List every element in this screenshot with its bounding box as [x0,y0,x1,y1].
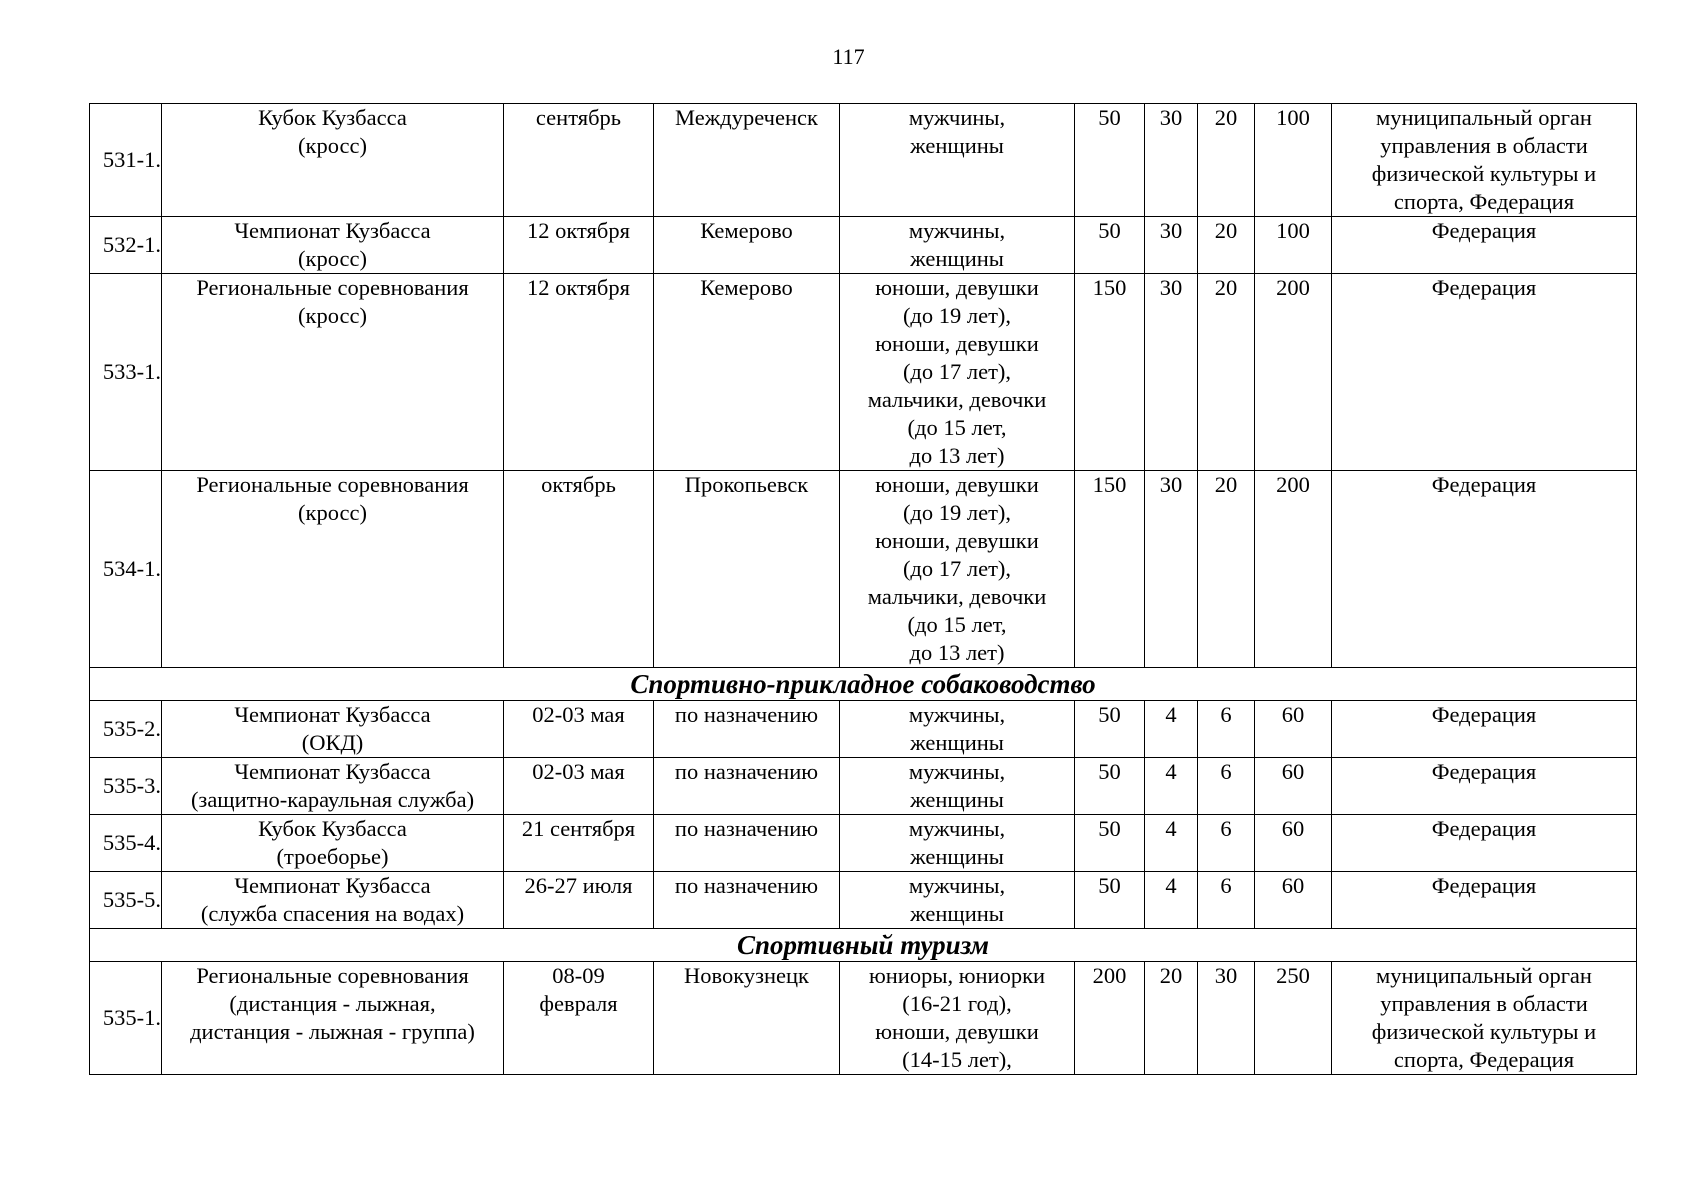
event-date-line: 12 октября [527,275,630,300]
participants-cell [840,104,1075,217]
table-row [90,701,1637,758]
event-date-cell [504,471,654,668]
section-row [90,929,1637,962]
event-date-line: 12 октября [527,218,630,243]
row-number-cell: 535-4. [90,815,162,872]
total-cell: 250 [1255,962,1332,1075]
organizer-line: Федерация [1431,702,1537,727]
participants-line: мальчики, девочки [867,387,1047,412]
organizer-line: управления в области [1380,991,1588,1016]
event-date-cell [504,758,654,815]
event-date-line: 08-09 [552,963,605,988]
total-cell: 60 [1255,758,1332,815]
participants-line: мужчины, [908,816,1006,841]
table-row [90,217,1637,274]
participants-line: (до 19 лет), [902,303,1012,328]
participants-line: юноши, девушки [875,1019,1039,1044]
event-place-cell [654,217,840,274]
participants-line: юниоры, юниорки [868,963,1046,988]
event-name-cell [162,815,504,872]
event-place-cell [654,815,840,872]
event-date-line: 26-27 июля [524,873,633,898]
event-date-cell [504,104,654,217]
participants-line: (до 19 лет), [902,500,1012,525]
row-number-cell: 535-2. [90,701,162,758]
page-number: 117 [832,44,865,69]
organizer-cell [1332,872,1637,929]
count-1-cell: 50 [1075,217,1145,274]
event-date-line: 21 сентября [521,816,636,841]
table-row [90,104,1637,217]
participants-line: мужчины, [908,218,1006,243]
event-name-line: (кросс) [298,246,367,271]
count-3-cell: 6 [1198,815,1255,872]
event-place-line: по назначению [674,816,819,841]
section-title: Спортивный туризм [90,929,1637,962]
count-3-cell: 20 [1198,104,1255,217]
count-3-cell: 6 [1198,701,1255,758]
participants-line: женщины [910,133,1004,158]
count-1-cell: 50 [1075,104,1145,217]
participants-cell [840,872,1075,929]
count-3-cell: 20 [1198,274,1255,471]
event-date-cell [504,701,654,758]
event-place-line: по назначению [674,873,819,898]
event-place-line: Кемерово [700,218,793,243]
table-body [90,104,1637,1075]
participants-cell [840,471,1075,668]
event-name-cell [162,471,504,668]
table-row [90,872,1637,929]
organizer-cell [1332,758,1637,815]
event-name-line: Чемпионат Кузбасса [234,873,431,898]
participants-line: (14-15 лет), [902,1047,1012,1072]
count-2-cell: 4 [1145,815,1198,872]
count-1-cell: 150 [1075,274,1145,471]
total-cell: 60 [1255,701,1332,758]
total-cell: 100 [1255,104,1332,217]
count-2-cell: 4 [1145,872,1198,929]
event-name-cell [162,217,504,274]
organizer-line: управления в области [1380,133,1588,158]
participants-line: (до 17 лет), [902,359,1012,384]
row-number-cell: 531-1. [90,104,162,217]
event-name-line: (дистанция - лыжная, [229,991,436,1016]
participants-line: юноши, девушки [875,528,1039,553]
organizer-cell [1332,104,1637,217]
organizer-cell [1332,701,1637,758]
event-date-line: 02-03 мая [532,702,625,727]
event-place-cell [654,274,840,471]
event-place-cell [654,104,840,217]
table-row [90,471,1637,668]
table-row [90,274,1637,471]
event-name-line: (служба спасения на водах) [200,901,465,926]
total-cell: 200 [1255,274,1332,471]
event-place-cell [654,962,840,1075]
row-number-cell: 533-1. [90,274,162,471]
event-name-line: (защитно-караульная служба) [190,787,475,812]
organizer-line: физической культуры и [1371,1019,1597,1044]
participants-line: мужчины, [908,759,1006,784]
events-table [89,103,1637,1075]
event-name-line: (кросс) [298,303,367,328]
organizer-line: спорта, Федерация [1393,1047,1575,1072]
count-2-cell: 30 [1145,217,1198,274]
count-1-cell: 50 [1075,701,1145,758]
event-name-line: (ОКД) [301,730,364,755]
total-cell: 60 [1255,815,1332,872]
event-date-cell [504,962,654,1075]
event-place-line: по назначению [674,702,819,727]
organizer-line: Федерация [1431,218,1537,243]
event-name-line: Чемпионат Кузбасса [234,702,431,727]
organizer-line: муниципальный орган [1376,963,1592,988]
event-place-cell [654,758,840,815]
count-2-cell: 4 [1145,758,1198,815]
participants-line: мужчины, [908,873,1006,898]
participants-line: до 13 лет) [909,443,1005,468]
count-1-cell: 50 [1075,758,1145,815]
section-title: Спортивно-прикладное собаководство [90,668,1637,701]
count-1-cell: 150 [1075,471,1145,668]
organizer-cell [1332,815,1637,872]
row-number-cell: 532-1. [90,217,162,274]
table-row [90,962,1637,1075]
event-place-line: по назначению [674,759,819,784]
organizer-line: Федерация [1431,873,1537,898]
organizer-line: Федерация [1431,759,1537,784]
event-name-line: Региональные соревнования [196,472,469,497]
event-name-line: (троеборье) [276,844,389,869]
event-place-line: Кемерово [700,275,793,300]
event-place-line: Междуреченск [675,105,818,130]
participants-cell [840,758,1075,815]
event-name-cell [162,872,504,929]
participants-line: до 13 лет) [909,640,1005,665]
participants-line: (16-21 год), [902,991,1012,1016]
event-date-cell [504,217,654,274]
count-3-cell: 6 [1198,758,1255,815]
organizer-line: Федерация [1431,816,1537,841]
table-row [90,815,1637,872]
participants-line: мужчины, [908,105,1006,130]
participants-cell [840,701,1075,758]
event-date-line: февраля [539,991,618,1016]
row-number-cell: 535-5. [90,872,162,929]
participants-line: юноши, девушки [875,275,1039,300]
participants-line: женщины [910,901,1004,926]
event-name-line: Кубок Кузбасса [258,105,407,130]
count-1-cell: 50 [1075,815,1145,872]
event-name-line: Чемпионат Кузбасса [234,759,431,784]
organizer-line: физической культуры и [1371,161,1597,186]
row-number-cell: 535-1. [90,962,162,1075]
event-date-cell [504,815,654,872]
participants-line: женщины [910,246,1004,271]
event-date-line: октябрь [541,472,616,497]
participants-line: юноши, девушки [875,331,1039,356]
count-2-cell: 30 [1145,104,1198,217]
count-1-cell: 50 [1075,872,1145,929]
count-3-cell: 20 [1198,471,1255,668]
count-1-cell: 200 [1075,962,1145,1075]
event-date-cell [504,872,654,929]
participants-line: юноши, девушки [875,472,1039,497]
count-3-cell: 6 [1198,872,1255,929]
section-row [90,668,1637,701]
total-cell: 60 [1255,872,1332,929]
participants-cell [840,962,1075,1075]
event-date-line: 02-03 мая [532,759,625,784]
event-name-line: Региональные соревнования [196,275,469,300]
participants-line: женщины [910,787,1004,812]
event-name-line: (кросс) [298,500,367,525]
count-2-cell: 30 [1145,274,1198,471]
event-date-cell [504,274,654,471]
event-place-cell [654,872,840,929]
event-name-line: дистанция - лыжная - группа) [190,1019,475,1044]
count-2-cell: 4 [1145,701,1198,758]
event-name-cell [162,701,504,758]
event-name-cell [162,104,504,217]
organizer-cell [1332,962,1637,1075]
row-number-cell: 534-1. [90,471,162,668]
total-cell: 100 [1255,217,1332,274]
event-name-line: Чемпионат Кузбасса [234,218,431,243]
row-number-cell: 535-3. [90,758,162,815]
table-row [90,758,1637,815]
event-place-cell [654,701,840,758]
event-date-line: сентябрь [535,105,622,130]
count-3-cell: 20 [1198,217,1255,274]
event-name-cell [162,758,504,815]
participants-cell [840,815,1075,872]
organizer-line: муниципальный орган [1376,105,1592,130]
event-name-cell [162,962,504,1075]
count-2-cell: 30 [1145,471,1198,668]
event-name-line: (кросс) [298,133,367,158]
participants-line: (до 15 лет, [907,612,1007,637]
event-name-cell [162,274,504,471]
organizer-line: спорта, Федерация [1393,189,1575,214]
participants-line: женщины [910,844,1004,869]
organizer-cell [1332,217,1637,274]
participants-line: (до 15 лет, [907,415,1007,440]
organizer-line: Федерация [1431,472,1537,497]
participants-line: женщины [910,730,1004,755]
participants-cell [840,274,1075,471]
participants-line: мужчины, [908,702,1006,727]
organizer-line: Федерация [1431,275,1537,300]
event-place-line: Прокопьевск [684,472,809,497]
participants-line: (до 17 лет), [902,556,1012,581]
event-place-cell [654,471,840,668]
count-3-cell: 30 [1198,962,1255,1075]
organizer-cell [1332,471,1637,668]
count-2-cell: 20 [1145,962,1198,1075]
organizer-cell [1332,274,1637,471]
event-name-line: Региональные соревнования [196,963,469,988]
participants-cell [840,217,1075,274]
participants-line: мальчики, девочки [867,584,1047,609]
event-name-line: Кубок Кузбасса [258,816,407,841]
total-cell: 200 [1255,471,1332,668]
event-place-line: Новокузнецк [684,963,809,988]
